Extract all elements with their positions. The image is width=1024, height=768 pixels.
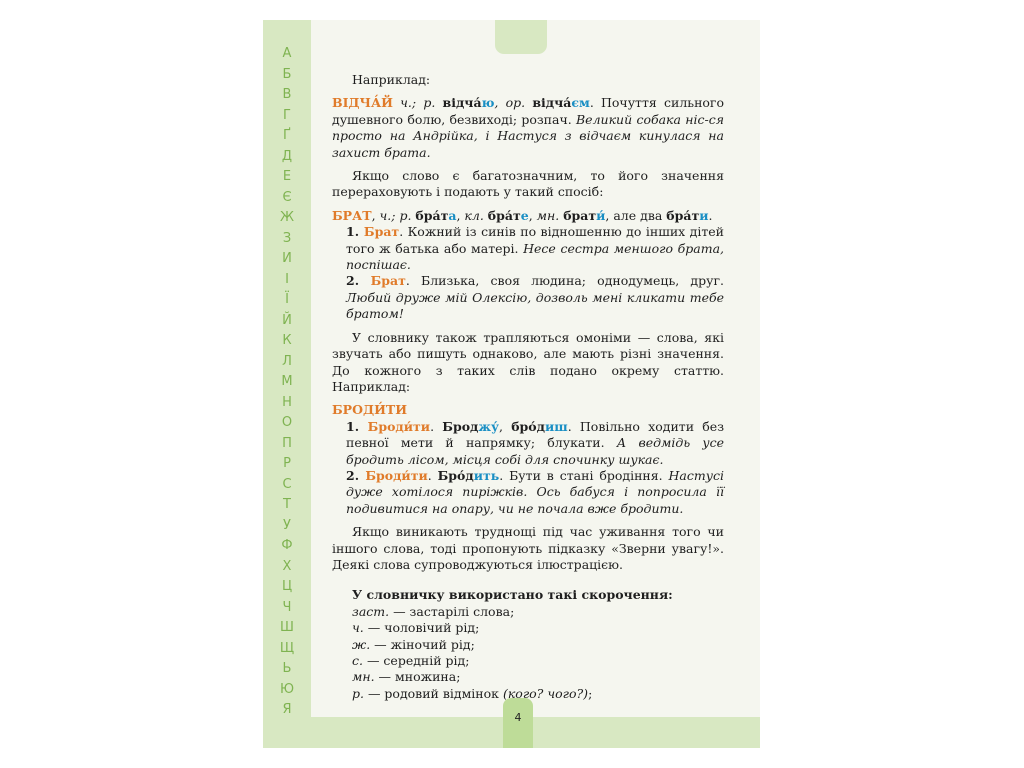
abbreviation-meaning: — застарілі слова; (389, 603, 515, 619)
form-ending: и (699, 207, 709, 223)
sense-number: 2. (346, 467, 366, 483)
alphabet-letter: Т (283, 497, 291, 512)
usage-example: Несе сестра меншого брата, поспішає. (346, 240, 725, 273)
abbreviation-item (332, 653, 724, 669)
usage-example: Любий друже мій Олексію, дозволь мені кликати тебе братом! (346, 289, 724, 322)
page-number: 4 (514, 711, 522, 724)
alphabet-letter: Ж (279, 210, 294, 225)
alphabet-letter: З (282, 230, 292, 246)
abbreviations-heading: У словничку використано такі скорочення: (352, 587, 673, 603)
abbreviation-meaning: — чоловічий рід; (363, 620, 480, 636)
abbreviation: мн. (352, 669, 375, 685)
alphabet-letter: Й (282, 312, 292, 328)
definition: . Близька, своя людина; однодумець, друг. (405, 273, 724, 289)
sense-word: Брат (363, 224, 400, 240)
form-ending: иш (544, 418, 568, 434)
alphabet-letter: Ї (285, 292, 289, 307)
grammar-note: , ор. (494, 95, 533, 111)
alphabet-letter: Щ (279, 640, 295, 656)
form-stem: бро́д (511, 418, 545, 434)
abbreviation: ж. (352, 636, 371, 652)
alphabet-letter: С (282, 476, 292, 492)
entry-brodyty (332, 402, 724, 418)
headword: БРОДИ́ТИ (332, 402, 408, 418)
alphabet-letter: П (282, 435, 292, 451)
alphabet-letter: Ш (280, 620, 294, 635)
alphabet-letter: Є (282, 189, 292, 205)
alphabet-letter: І (285, 271, 289, 287)
form-ending: ю (481, 95, 495, 111)
entry-brat (332, 208, 724, 224)
sense-number: 1. (346, 224, 364, 240)
alphabet-letter: Б (282, 66, 292, 82)
form-stem: бра́т (487, 207, 521, 223)
alphabet-letter: В (282, 87, 292, 102)
separator: , (371, 207, 380, 223)
sense-number: 1. (346, 418, 368, 434)
alphabet-letter: Е (282, 169, 292, 184)
abbreviation-item (332, 604, 724, 620)
separator: . (427, 467, 438, 483)
grammar-note: ч.; р. (379, 207, 416, 223)
book-page (263, 20, 760, 748)
abbreviation: ч. (352, 620, 364, 636)
alphabet-letter: Х (282, 558, 292, 574)
usage-example: Настусі дуже хотілося пиріжків. Ось бабуся і попросила її подивитися на опару, чи не почала вже бродити. (346, 467, 724, 516)
polysemy-paragraph: Якщо слово є багатозначним, то його значення перераховують і подають у такий спосіб: (332, 168, 724, 200)
sense-number: 2. (346, 273, 371, 289)
alphabet-letter: Г (283, 107, 291, 123)
definition: . Бути в стані бродіння. (499, 467, 669, 483)
form-ending: и́ (596, 207, 606, 223)
abbreviation-item (332, 637, 724, 653)
alphabet-letter: И (282, 251, 292, 266)
abbreviation-meaning: — жіночий рід; (370, 636, 475, 652)
alphabet-letter: Ґ (283, 128, 291, 143)
alphabet-letter: А (282, 46, 292, 61)
alphabet-letter: Ц (281, 579, 293, 594)
alphabet-letter: Р (283, 456, 291, 471)
alphabet-letter: Д (281, 148, 293, 164)
form-stem: Брод (442, 418, 479, 434)
intro-text: Наприклад: (352, 72, 431, 87)
form-ending: жу́ (478, 418, 499, 434)
alphabet-letter: Я (282, 702, 292, 717)
form-ending: єм (571, 95, 590, 111)
abbreviation-meaning: — родовий відмінок (363, 685, 503, 701)
alphabet-letter: Ь (282, 661, 292, 676)
entry-vidchai (332, 95, 724, 161)
sense-word: Брат (370, 273, 406, 289)
form-stem: відча́ (442, 95, 482, 111)
alphabet-letter: К (282, 333, 292, 348)
separator: , але два (605, 207, 667, 223)
homonyms-paragraph: У словнику також трапляються омоніми — слова, які звучать або пишуть однаково, але мають різні значення. До кожного з таких слів подано окрему статтю. Наприклад: (332, 329, 724, 394)
form-ending: ить (473, 467, 500, 483)
grammar-note: мн. (536, 207, 564, 223)
sense-2 (332, 468, 724, 517)
form-ending: е (520, 207, 529, 223)
form-ending: а (448, 207, 457, 223)
sense-2 (332, 273, 724, 322)
usage-example: Великий собака ніс-ся просто на Андрійка, і Настуся з відчаєм кинулася на захист брата. (332, 111, 724, 160)
abbreviation-item (332, 669, 724, 685)
abbreviation-meaning: — середній рід; (362, 653, 470, 668)
separator: . (708, 207, 713, 223)
alphabet-letter: О (281, 415, 293, 430)
abbreviation: с. (352, 653, 363, 668)
headword: БРАТ (332, 207, 372, 223)
abbreviation-note: (кого? чого?) (502, 685, 589, 701)
alphabet-letter: М (281, 374, 293, 389)
alphabet-letter: Ф (281, 538, 293, 553)
alphabet-letter: Ю (279, 681, 295, 697)
bottom-band (311, 717, 760, 748)
definition: . Почуття сильного душевного болю, безвиході; розпач. (332, 95, 724, 127)
abbreviations-list (332, 604, 724, 702)
top-tab (495, 20, 547, 54)
abbreviation-item (332, 620, 724, 636)
separator: ; (588, 685, 593, 701)
form-stem: Бро́д (437, 467, 474, 483)
grammar-note: ч.; р. (392, 95, 443, 111)
alphabet-index (263, 46, 311, 723)
abbreviation: р. (352, 685, 364, 701)
headword: ВІДЧА́Й (332, 95, 393, 111)
form-stem: бра́т (666, 207, 700, 223)
alphabet-letter: Ч (282, 599, 292, 615)
abbreviation: заст. (352, 603, 390, 619)
sense-word: Броди́ти (365, 467, 428, 483)
separator: , (528, 207, 537, 223)
alphabet-letter: Н (282, 394, 292, 410)
difficulties-paragraph: Якщо виникають труднощі під час уживання того чи іншого слова, тоді пропонують підказку «Зверни увагу!». Деякі слова супроводжуються ілюстрацією. (332, 524, 724, 572)
definition: . Повільно ходити без певної мети й напрямку; блукати. (346, 418, 725, 451)
sense-1 (332, 224, 724, 273)
usage-example: А ведмідь усе бродить лісом, місця собі для спочинку шукає. (346, 435, 724, 467)
alphabet-letter: У (283, 517, 291, 533)
separator: , (499, 418, 512, 434)
sense-word: Броди́ти (367, 418, 431, 434)
grammar-note: кл. (464, 207, 488, 223)
form-stem: брат (563, 207, 597, 223)
abbreviation-item (332, 686, 724, 702)
abbreviations-title (332, 587, 724, 603)
separator: . (430, 418, 443, 434)
separator: , (456, 207, 465, 223)
alphabet-strip (263, 20, 311, 748)
page-content (332, 72, 724, 702)
abbreviation-meaning: — множина; (374, 669, 461, 685)
definition: . Кожний із синів по відношенню до інших дітей того ж батька або матері. (346, 224, 724, 256)
form-stem: бра́т (415, 207, 449, 223)
form-stem: відча́ (532, 95, 572, 111)
sense-1 (332, 419, 724, 468)
alphabet-letter: Л (282, 353, 292, 369)
page-number-tab (503, 698, 533, 748)
